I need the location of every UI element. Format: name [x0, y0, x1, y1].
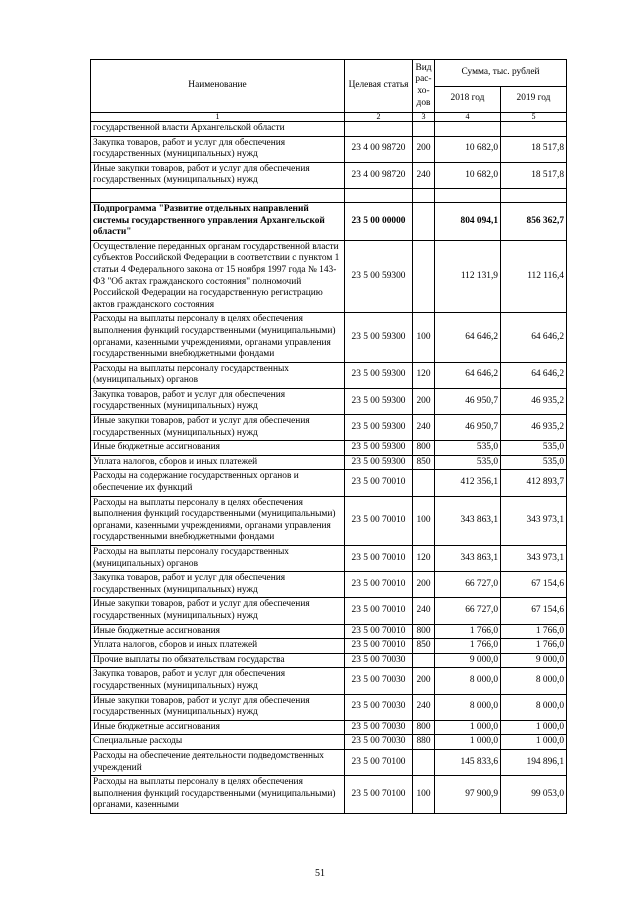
row-name: Закупка товаров, работ и услуг для обеспечения государственных (муниципальных) нужд	[91, 388, 345, 414]
colnum-5: 5	[501, 113, 567, 122]
table-row	[91, 136, 567, 162]
row-sum-2018: 66 727,0	[435, 598, 501, 624]
row-vid: 100	[413, 496, 435, 545]
table-row	[91, 639, 567, 654]
colnum-4: 4	[435, 113, 501, 122]
row-name: Расходы на выплаты персоналу в целях обеспечения выполнения функций государственными (муниципальными) органами, казенными	[91, 776, 345, 814]
row-name: Расходы на обеспечение деятельности подведомственных учреждений	[91, 749, 345, 775]
table-row	[91, 162, 567, 188]
row-sum-2018: 64 646,2	[435, 362, 501, 388]
header-year-2019: 2019 год	[501, 86, 567, 113]
row-code: 23 5 00 70010	[345, 496, 413, 545]
row-name: Подпрограмма "Развитие отдельных направлений системы государственного управления Архангельской области"	[91, 202, 345, 240]
row-code: 23 5 00 70030	[345, 720, 413, 735]
header-vid: Вид рас-хо-дов	[413, 60, 435, 113]
row-sum-2019: 856 362,7	[501, 202, 567, 240]
row-code: 23 5 00 70010	[345, 470, 413, 496]
row-code: 23 5 00 70010	[345, 572, 413, 598]
row-name: Иные закупки товаров, работ и услуг для обеспечения государственных (муниципальных) нужд	[91, 598, 345, 624]
table-row	[91, 572, 567, 598]
row-sum-2018: 8 000,0	[435, 694, 501, 720]
header-name: Наименование	[91, 60, 345, 113]
row-vid	[413, 470, 435, 496]
row-sum-2019: 535,0	[501, 455, 567, 470]
row-sum-2019	[501, 188, 567, 202]
table-header	[91, 60, 567, 122]
row-vid	[413, 122, 435, 137]
row-sum-2019: 8 000,0	[501, 668, 567, 694]
row-sum-2019: 1 766,0	[501, 624, 567, 639]
row-name: Расходы на выплаты персоналу в целях обеспечения выполнения функций государственными (муниципальными) органами, казенными учреждениями, органами управления государственными внебюджетными фондами	[91, 313, 345, 362]
row-sum-2019	[501, 122, 567, 137]
row-sum-2019: 67 154,6	[501, 598, 567, 624]
row-sum-2019: 343 973,1	[501, 496, 567, 545]
row-name: Специальные расходы	[91, 735, 345, 750]
row-sum-2019: 112 116,4	[501, 240, 567, 313]
row-vid: 120	[413, 362, 435, 388]
row-code: 23 5 00 70030	[345, 653, 413, 668]
header-code: Целевая статья	[345, 60, 413, 113]
row-code: 23 4 00 98720	[345, 136, 413, 162]
row-name: Расходы на содержание государственных органов и обеспечение их функций	[91, 470, 345, 496]
table-row	[91, 694, 567, 720]
row-vid: 880	[413, 735, 435, 750]
row-name: Расходы на выплаты персоналу в целях обеспечения выполнения функций государственными (муниципальными) органами, казенными учреждениями, органами управления государственными внебюджетными фондами	[91, 496, 345, 545]
colnum-3: 3	[413, 113, 435, 122]
table-row	[91, 455, 567, 470]
row-vid: 850	[413, 455, 435, 470]
row-sum-2019: 194 896,1	[501, 749, 567, 775]
row-code: 23 5 00 70030	[345, 694, 413, 720]
row-sum-2018: 535,0	[435, 441, 501, 456]
row-code: 23 5 00 70100	[345, 749, 413, 775]
row-sum-2019: 343 973,1	[501, 546, 567, 572]
row-code: 23 5 00 59300	[345, 362, 413, 388]
table-row	[91, 240, 567, 313]
table-row	[91, 470, 567, 496]
row-code: 23 5 00 59300	[345, 388, 413, 414]
row-name: Прочие выплаты по обязательствам государства	[91, 653, 345, 668]
row-code: 23 5 00 70100	[345, 776, 413, 814]
table-row	[91, 362, 567, 388]
row-sum-2018: 804 094,1	[435, 202, 501, 240]
row-name	[91, 188, 345, 202]
row-sum-2019: 535,0	[501, 441, 567, 456]
row-sum-2018	[435, 188, 501, 202]
row-code: 23 5 00 70010	[345, 624, 413, 639]
table-row	[91, 441, 567, 456]
row-code: 23 5 00 00000	[345, 202, 413, 240]
row-sum-2018: 1 000,0	[435, 735, 501, 750]
row-code: 23 5 00 59300	[345, 441, 413, 456]
row-sum-2019: 9 000,0	[501, 653, 567, 668]
row-sum-2019: 46 935,2	[501, 388, 567, 414]
row-vid: 200	[413, 388, 435, 414]
table-row	[91, 496, 567, 545]
row-sum-2018: 46 950,7	[435, 388, 501, 414]
row-vid: 100	[413, 313, 435, 362]
page-number: 51	[315, 868, 325, 879]
table-row	[91, 653, 567, 668]
row-code: 23 5 00 59300	[345, 415, 413, 441]
row-sum-2018: 145 833,6	[435, 749, 501, 775]
row-sum-2018: 66 727,0	[435, 572, 501, 598]
row-vid: 200	[413, 668, 435, 694]
table-row	[91, 735, 567, 750]
row-vid	[413, 749, 435, 775]
row-code	[345, 188, 413, 202]
row-sum-2018: 535,0	[435, 455, 501, 470]
table-row	[91, 415, 567, 441]
row-name: Расходы на выплаты персоналу государственных (муниципальных) органов	[91, 546, 345, 572]
row-name: Иные бюджетные ассигнования	[91, 624, 345, 639]
row-sum-2018: 8 000,0	[435, 668, 501, 694]
table-row	[91, 776, 567, 814]
row-vid: 800	[413, 441, 435, 456]
row-code: 23 5 00 70010	[345, 598, 413, 624]
row-name: Иные закупки товаров, работ и услуг для обеспечения государственных (муниципальных) нужд	[91, 415, 345, 441]
table-row	[91, 388, 567, 414]
row-sum-2018: 343 863,1	[435, 496, 501, 545]
row-name: Иные бюджетные ассигнования	[91, 441, 345, 456]
row-sum-2018: 1 000,0	[435, 720, 501, 735]
row-sum-2018: 10 682,0	[435, 136, 501, 162]
table-row	[91, 720, 567, 735]
row-vid: 120	[413, 546, 435, 572]
header-year-2018: 2018 год	[435, 86, 501, 113]
row-sum-2018: 343 863,1	[435, 546, 501, 572]
table-row	[91, 546, 567, 572]
row-vid	[413, 240, 435, 313]
row-name: Осуществление переданных органам государственной власти субъектов Российской Федерации в соответствии с пунктом 1 статьи 4 Федерального закона от 15 ноября 1997 года № 143-ФЗ "Об актах гражданского состояния" полномочий Российской Федерации на государственную регистрацию актов гражданского состояния	[91, 240, 345, 313]
row-vid	[413, 188, 435, 202]
row-sum-2019: 1 000,0	[501, 735, 567, 750]
row-sum-2019: 18 517,8	[501, 136, 567, 162]
table-row	[91, 188, 567, 202]
table-row	[91, 202, 567, 240]
row-vid: 240	[413, 598, 435, 624]
colnum-1: 1	[91, 113, 345, 122]
row-name: Закупка товаров, работ и услуг для обеспечения государственных (муниципальных) нужд	[91, 668, 345, 694]
row-code: 23 4 00 98720	[345, 162, 413, 188]
row-sum-2018: 97 900,9	[435, 776, 501, 814]
row-code	[345, 122, 413, 137]
row-sum-2018: 9 000,0	[435, 653, 501, 668]
row-vid	[413, 202, 435, 240]
row-code: 23 5 00 70010	[345, 639, 413, 654]
header-sum: Сумма, тыс. рублей	[435, 60, 567, 87]
colnum-2: 2	[345, 113, 413, 122]
row-code: 23 5 00 70030	[345, 735, 413, 750]
row-name: Расходы на выплаты персоналу государственных (муниципальных) органов	[91, 362, 345, 388]
row-sum-2019: 18 517,8	[501, 162, 567, 188]
row-vid: 850	[413, 639, 435, 654]
row-code: 23 5 00 59300	[345, 313, 413, 362]
row-vid: 240	[413, 415, 435, 441]
table-row	[91, 313, 567, 362]
row-name: Уплата налогов, сборов и иных платежей	[91, 639, 345, 654]
row-vid	[413, 653, 435, 668]
row-name: Уплата налогов, сборов и иных платежей	[91, 455, 345, 470]
row-name: Иные закупки товаров, работ и услуг для обеспечения государственных (муниципальных) нужд	[91, 694, 345, 720]
row-name: Закупка товаров, работ и услуг для обеспечения государственных (муниципальных) нужд	[91, 136, 345, 162]
row-sum-2019: 64 646,2	[501, 313, 567, 362]
row-sum-2019: 8 000,0	[501, 694, 567, 720]
row-code: 23 5 00 59300	[345, 455, 413, 470]
table-row	[91, 598, 567, 624]
row-sum-2018: 112 131,9	[435, 240, 501, 313]
row-sum-2019: 1 766,0	[501, 639, 567, 654]
row-name: Иные закупки товаров, работ и услуг для обеспечения государственных (муниципальных) нужд	[91, 162, 345, 188]
row-code: 23 5 00 70030	[345, 668, 413, 694]
row-vid: 200	[413, 136, 435, 162]
table-row	[91, 624, 567, 639]
row-sum-2018	[435, 122, 501, 137]
row-sum-2019: 99 053,0	[501, 776, 567, 814]
row-sum-2019: 1 000,0	[501, 720, 567, 735]
row-sum-2018: 412 356,1	[435, 470, 501, 496]
row-sum-2018: 64 646,2	[435, 313, 501, 362]
table-row	[91, 668, 567, 694]
row-sum-2018: 1 766,0	[435, 624, 501, 639]
table-body	[91, 122, 567, 814]
row-name: Иные бюджетные ассигнования	[91, 720, 345, 735]
row-vid: 800	[413, 624, 435, 639]
row-vid: 240	[413, 694, 435, 720]
row-sum-2019: 64 646,2	[501, 362, 567, 388]
row-code: 23 5 00 59300	[345, 240, 413, 313]
row-vid: 100	[413, 776, 435, 814]
row-name: Закупка товаров, работ и услуг для обеспечения государственных (муниципальных) нужд	[91, 572, 345, 598]
row-name: государственной власти Архангельской области	[91, 122, 345, 137]
table-row	[91, 749, 567, 775]
row-vid: 200	[413, 572, 435, 598]
row-vid: 240	[413, 162, 435, 188]
row-sum-2019: 412 893,7	[501, 470, 567, 496]
row-sum-2019: 67 154,6	[501, 572, 567, 598]
row-sum-2018: 46 950,7	[435, 415, 501, 441]
budget-table	[90, 59, 567, 814]
row-sum-2019: 46 935,2	[501, 415, 567, 441]
row-sum-2018: 10 682,0	[435, 162, 501, 188]
row-sum-2018: 1 766,0	[435, 639, 501, 654]
row-vid: 800	[413, 720, 435, 735]
table-row	[91, 122, 567, 137]
row-code: 23 5 00 70010	[345, 546, 413, 572]
